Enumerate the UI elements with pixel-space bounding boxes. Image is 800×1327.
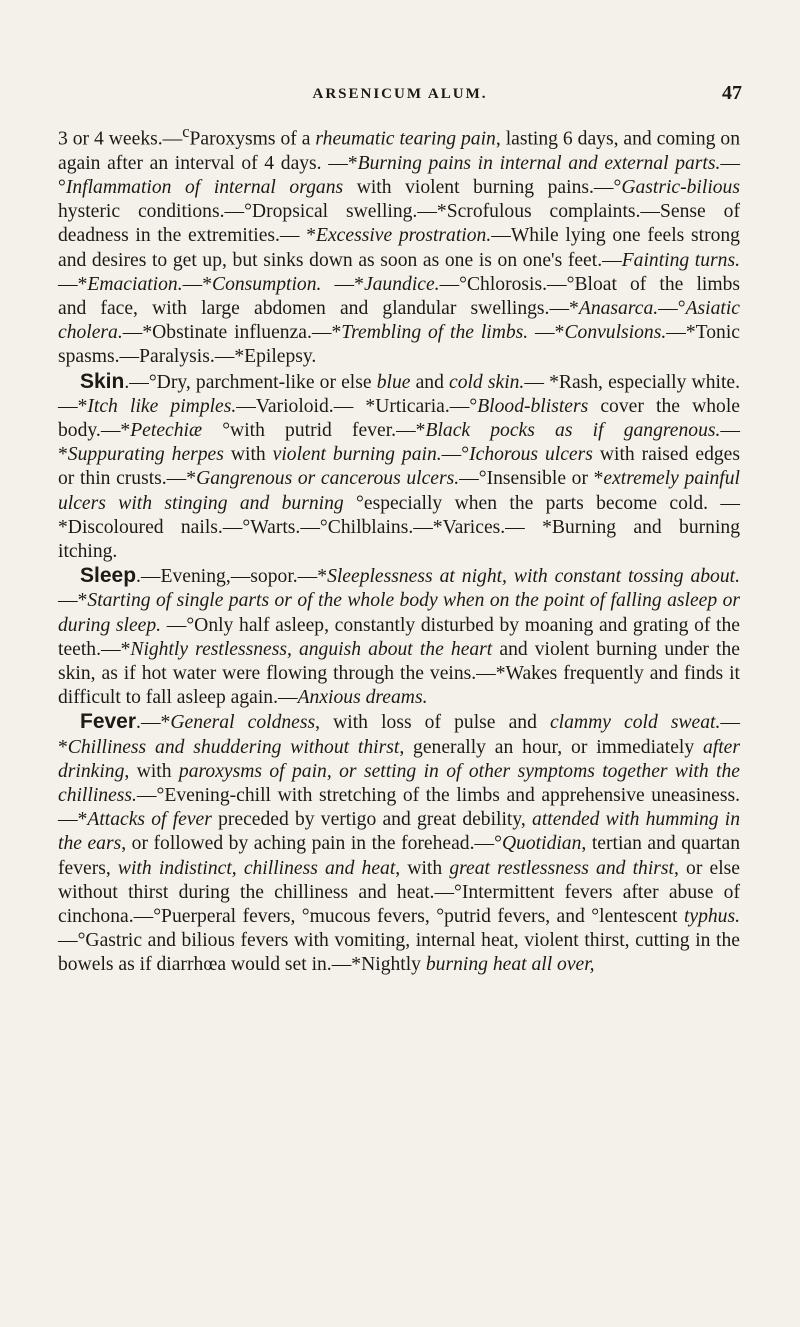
paragraph-fever: Fever.—*General coldness, with loss of pulse and clammy cold sweat.—*Chilliness and shuddering without thirst, generally an hour, or immediately after drinking, with paroxysms of pain, or setting in of other symptoms together with the chilliness.—°Evening-chill with stretching of the limbs and apprehensive uneasiness.—*Attacks of fever preceded by vertigo and great debility, attended with humming in the ears, or followed by aching pain in the forehead.—°Quotidian, tertian and quartan fevers, with indistinct, chilliness and heat, with great restlessness and thirst, or else without thirst during the chilliness and heat.—°Intermittent fevers after abuse of cinchona.—°Puerperal fevers, °mucous fevers, °putrid fevers, and °lentescent typhus.—°Gastric and bilious fevers with vomiting, internal heat, violent thirst, cutting in the bowels as if diarrhœa would set in.—*Nightly burning heat all over, [58, 710, 741, 976]
paragraph-general: 3 or 4 weeks.—$^c$Paroxysms of a rheumatic tearing pain, lasting 6 days, and coming on again after an interval of 4 days. —*Burning pains in internal and external parts.—°Inflammation of internal organs with violent burning pains.—°Gastric-bilious hysteric conditions.—°Dropsical swelling.—*Scrofulous complaints.—Sense of deadness in the extremities.— *Excessive prostration.—While lying one feels strong and desires to get up, but sinks down as soon as one is on one's feet.—Fainting turns.—*Emaciation.—*Consumption. —*Jaundice.—°Chlorosis.—°Bloat of the limbs and face, with large abdomen and glandular swellings.—*Anasarca.—°Asiatic cholera.—*Obstinate influenza.—*Trembling of the limbs. —*Convulsions.—*Tonic spasms.—Paralysis.—*Epilepsy. [58, 122, 740, 368]
section-heading-skin: Skin [80, 369, 125, 393]
paragraph-skin: Skin.—°Dry, parchment-like or else blue and cold skin.— *Rash, especially white.—*Itch like pimples.—Varioloid.— *Urticaria.—°Blood-blisters cover the whole body.—*Petechiæ °with putrid fever.—*Black pocks as if gangrenous.— *Suppurating herpes with violent burning pain.—°Ichorous ulcers with raised edges or thin crusts.—*Gangrenous or cancerous ulcers.—°Insensible or *extremely painful ulcers with stinging and burning °especially when the parts become cold. —*Discoloured nails.—°Warts.—°Chilblains.—*Varices.— *Burning and burning itching. [58, 369, 740, 562]
section-heading-fever: Fever [80, 710, 137, 734]
running-head: ARSENICUM ALUM. [312, 86, 488, 102]
page-header [58, 82, 742, 110]
section-heading-sleep: Sleep [80, 564, 137, 588]
page-number: 47 [722, 82, 742, 104]
paragraph-sleep: Sleep.—Evening,—sopor.—*Sleeplessness at night, with constant tossing about.—*Starting of single parts or of the whole body when on the point of falling asleep or during sleep. —°Only half asleep, constantly disturbed by moaning and grating of the teeth.—*Nightly restlessness, anguish about the heart and violent burning under the skin, as if hot water were flowing through the veins.—*Wakes frequently and finds it difficult to fall asleep again.—Anxious dreams. [58, 564, 740, 709]
body-text [58, 120, 740, 978]
